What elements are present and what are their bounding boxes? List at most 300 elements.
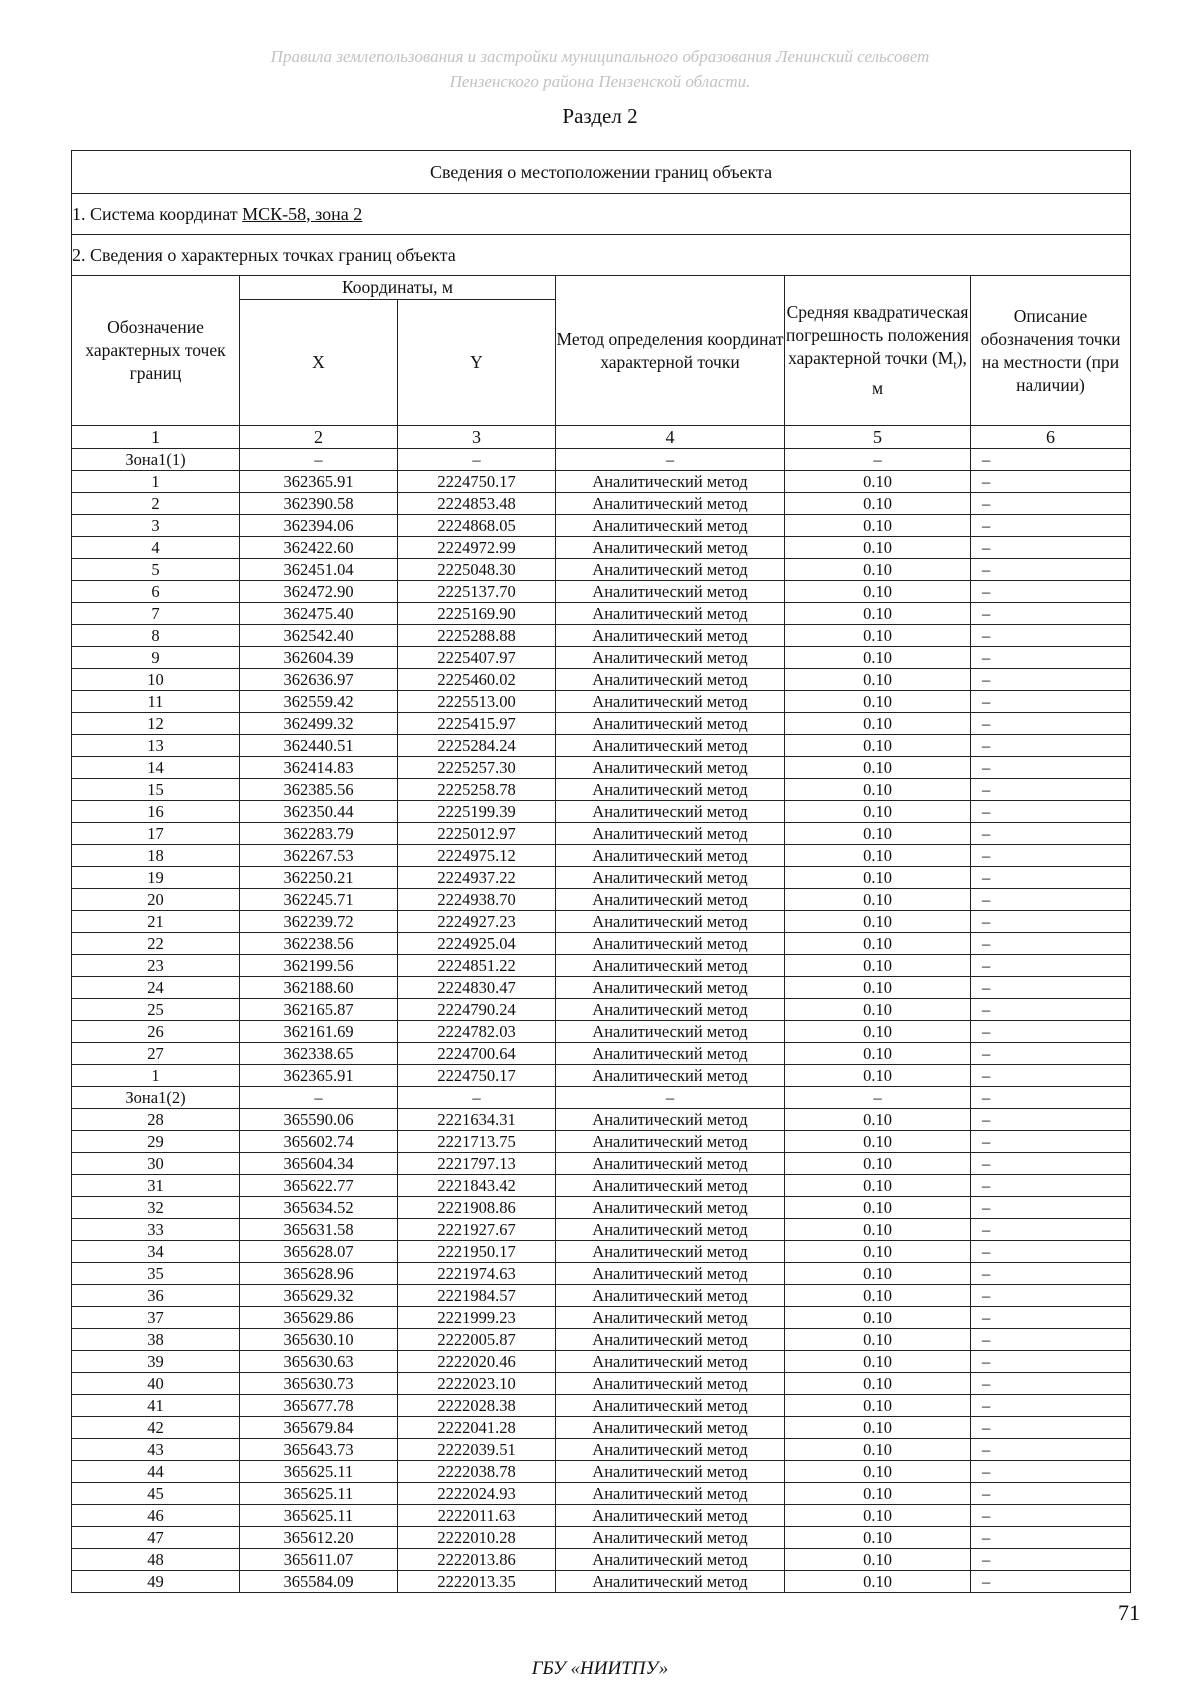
error-value: 0.10 (785, 977, 971, 999)
error-value: 0.10 (785, 515, 971, 537)
point-id: 29 (72, 1131, 240, 1153)
error-value: 0.10 (785, 1483, 971, 1505)
table-row (72, 713, 1131, 735)
x-coordinate: 362440.51 (240, 735, 398, 757)
table-row (72, 1109, 1131, 1131)
y-coordinate: 2224937.22 (398, 867, 556, 889)
method: Аналитический метод (556, 1329, 785, 1351)
x-coordinate: 362414.83 (240, 757, 398, 779)
method: Аналитический метод (556, 515, 785, 537)
description: – (971, 823, 1131, 845)
point-id: 46 (72, 1505, 240, 1527)
error-value: 0.10 (785, 1505, 971, 1527)
point-id: 21 (72, 911, 240, 933)
point-id: 20 (72, 889, 240, 911)
description: – (971, 1373, 1131, 1395)
error-value: 0.10 (785, 1417, 971, 1439)
col-description-header: Описание обозначения точки на местности (при наличии) (971, 276, 1131, 426)
method: Аналитический метод (556, 1483, 785, 1505)
table-row (72, 977, 1131, 999)
x-coordinate: 365612.20 (240, 1527, 398, 1549)
x-coordinate: 365604.34 (240, 1153, 398, 1175)
point-id: 35 (72, 1263, 240, 1285)
method: Аналитический метод (556, 1351, 785, 1373)
y-coordinate: 2225284.24 (398, 735, 556, 757)
point-id: 27 (72, 1043, 240, 1065)
x-coordinate: 362239.72 (240, 911, 398, 933)
column-number: 3 (398, 426, 556, 449)
description: – (971, 933, 1131, 955)
point-id: 37 (72, 1307, 240, 1329)
description: – (971, 1329, 1131, 1351)
method: Аналитический метод (556, 603, 785, 625)
point-id: 1 (72, 1065, 240, 1087)
page-header (0, 44, 1200, 94)
y-coordinate: 2225199.39 (398, 801, 556, 823)
x-coordinate: 362394.06 (240, 515, 398, 537)
method: Аналитический метод (556, 691, 785, 713)
table-row (72, 1549, 1131, 1571)
method: Аналитический метод (556, 581, 785, 603)
x-coordinate: 365630.10 (240, 1329, 398, 1351)
point-id: 16 (72, 801, 240, 823)
y-coordinate: 2222011.63 (398, 1505, 556, 1527)
point-id: 6 (72, 581, 240, 603)
point-id: 26 (72, 1021, 240, 1043)
column-number: 6 (971, 426, 1131, 449)
error-value: – (785, 1087, 971, 1109)
col-x-header: X (240, 300, 398, 426)
error-value: 0.10 (785, 713, 971, 735)
table-row (72, 1571, 1131, 1593)
table-row (72, 471, 1131, 493)
y-coordinate: 2224700.64 (398, 1043, 556, 1065)
method: Аналитический метод (556, 911, 785, 933)
y-coordinate: 2225415.97 (398, 713, 556, 735)
boundary-points-table (71, 150, 1131, 1593)
point-id: 43 (72, 1439, 240, 1461)
error-value: 0.10 (785, 999, 971, 1021)
x-coordinate: 365602.74 (240, 1131, 398, 1153)
y-coordinate: 2221843.42 (398, 1175, 556, 1197)
table-row (72, 691, 1131, 713)
method: Аналитический метод (556, 669, 785, 691)
y-coordinate: 2224925.04 (398, 933, 556, 955)
error-value: 0.10 (785, 1175, 971, 1197)
table-row (72, 1505, 1131, 1527)
description: – (971, 1109, 1131, 1131)
method: Аналитический метод (556, 647, 785, 669)
error-value: 0.10 (785, 647, 971, 669)
description: – (971, 625, 1131, 647)
table-row (72, 1395, 1131, 1417)
error-value: 0.10 (785, 1021, 971, 1043)
coord-system-cell (72, 194, 1131, 235)
x-coordinate: 362245.71 (240, 889, 398, 911)
error-value: 0.10 (785, 757, 971, 779)
description: – (971, 1065, 1131, 1087)
y-coordinate: 2224830.47 (398, 977, 556, 999)
error-value: 0.10 (785, 911, 971, 933)
y-coordinate: – (398, 1087, 556, 1109)
x-coordinate: 362636.97 (240, 669, 398, 691)
method: Аналитический метод (556, 933, 785, 955)
table-row (72, 669, 1131, 691)
description: – (971, 559, 1131, 581)
method: Аналитический метод (556, 735, 785, 757)
table-row (72, 801, 1131, 823)
x-coordinate: 365622.77 (240, 1175, 398, 1197)
method: Аналитический метод (556, 1307, 785, 1329)
y-coordinate: 2224790.24 (398, 999, 556, 1021)
description: – (971, 1043, 1131, 1065)
y-coordinate: 2224868.05 (398, 515, 556, 537)
y-coordinate: 2222028.38 (398, 1395, 556, 1417)
x-coordinate: 365629.32 (240, 1285, 398, 1307)
column-number: 4 (556, 426, 785, 449)
method: Аналитический метод (556, 889, 785, 911)
error-value: 0.10 (785, 1439, 971, 1461)
table-row (72, 603, 1131, 625)
table-title: Сведения о местоположении границ объекта (72, 151, 1131, 194)
point-id: 5 (72, 559, 240, 581)
x-coordinate: 362238.56 (240, 933, 398, 955)
description: – (971, 581, 1131, 603)
x-coordinate: – (240, 449, 398, 471)
x-coordinate: 362165.87 (240, 999, 398, 1021)
point-id: 49 (72, 1571, 240, 1593)
method: Аналитический метод (556, 559, 785, 581)
column-numbers-row (72, 426, 1131, 449)
x-coordinate: 362451.04 (240, 559, 398, 581)
point-id: 13 (72, 735, 240, 757)
error-value: 0.10 (785, 933, 971, 955)
description: – (971, 1197, 1131, 1219)
x-coordinate: 365679.84 (240, 1417, 398, 1439)
col-point-header: Обозначение характерных точек границ (72, 276, 240, 426)
method: Аналитический метод (556, 1373, 785, 1395)
x-coordinate: 362350.44 (240, 801, 398, 823)
description: – (971, 1351, 1131, 1373)
point-id: 4 (72, 537, 240, 559)
y-coordinate: 2221634.31 (398, 1109, 556, 1131)
y-coordinate: 2222010.28 (398, 1527, 556, 1549)
table-row (72, 647, 1131, 669)
x-coordinate: – (240, 1087, 398, 1109)
table-row (72, 1153, 1131, 1175)
description: – (971, 911, 1131, 933)
method: Аналитический метод (556, 845, 785, 867)
point-id: 48 (72, 1549, 240, 1571)
x-coordinate: 365611.07 (240, 1549, 398, 1571)
y-coordinate: 2222013.86 (398, 1549, 556, 1571)
y-coordinate: 2222020.46 (398, 1351, 556, 1373)
error-value: 0.10 (785, 1527, 971, 1549)
x-coordinate: 362365.91 (240, 1065, 398, 1087)
description: – (971, 1307, 1131, 1329)
method: Аналитический метод (556, 713, 785, 735)
error-value: 0.10 (785, 1395, 971, 1417)
y-coordinate: 2221908.86 (398, 1197, 556, 1219)
error-value: 0.10 (785, 735, 971, 757)
x-coordinate: 362422.60 (240, 537, 398, 559)
y-coordinate: 2221797.13 (398, 1153, 556, 1175)
point-id: 18 (72, 845, 240, 867)
point-id: 17 (72, 823, 240, 845)
method: Аналитический метод (556, 1197, 785, 1219)
point-id: 31 (72, 1175, 240, 1197)
header-row-1 (72, 276, 1131, 300)
point-id: 24 (72, 977, 240, 999)
error-value: 0.10 (785, 493, 971, 515)
col-y-header: Y (398, 300, 556, 426)
table-row (72, 559, 1131, 581)
point-id: 11 (72, 691, 240, 713)
x-coordinate: 365625.11 (240, 1461, 398, 1483)
description: – (971, 999, 1131, 1021)
method: – (556, 449, 785, 471)
method: Аналитический метод (556, 1263, 785, 1285)
x-coordinate: 362390.58 (240, 493, 398, 515)
coord-system-row (72, 194, 1131, 235)
y-coordinate: 2225012.97 (398, 823, 556, 845)
error-value: 0.10 (785, 1549, 971, 1571)
table-row (72, 449, 1131, 471)
table-row (72, 625, 1131, 647)
table-row (72, 1043, 1131, 1065)
method: Аналитический метод (556, 867, 785, 889)
table-row (72, 581, 1131, 603)
table-row (72, 1307, 1131, 1329)
table-row (72, 779, 1131, 801)
method: Аналитический метод (556, 1065, 785, 1087)
table-row (72, 757, 1131, 779)
method: Аналитический метод (556, 1505, 785, 1527)
description: – (971, 889, 1131, 911)
y-coordinate: 2225169.90 (398, 603, 556, 625)
y-coordinate: 2224972.99 (398, 537, 556, 559)
description: – (971, 977, 1131, 999)
x-coordinate: 362385.56 (240, 779, 398, 801)
point-id: 38 (72, 1329, 240, 1351)
y-coordinate: 2224750.17 (398, 471, 556, 493)
y-coordinate: 2225137.70 (398, 581, 556, 603)
y-coordinate: 2224927.23 (398, 911, 556, 933)
description: – (971, 713, 1131, 735)
error-value: 0.10 (785, 1065, 971, 1087)
table-row (72, 823, 1131, 845)
error-value: 0.10 (785, 691, 971, 713)
method: Аналитический метод (556, 471, 785, 493)
y-coordinate: 2221713.75 (398, 1131, 556, 1153)
x-coordinate: 362188.60 (240, 977, 398, 999)
point-id: 3 (72, 515, 240, 537)
error-value: 0.10 (785, 779, 971, 801)
point-id: Зона1(2) (72, 1087, 240, 1109)
point-id: Зона1(1) (72, 449, 240, 471)
y-coordinate: 2222039.51 (398, 1439, 556, 1461)
point-id: 12 (72, 713, 240, 735)
y-coordinate: – (398, 449, 556, 471)
error-value: 0.10 (785, 1109, 971, 1131)
table-row (72, 1087, 1131, 1109)
page-footer: ГБУ «НИИТПУ» (531, 1658, 669, 1679)
error-value: 0.10 (785, 1285, 971, 1307)
x-coordinate: 362499.32 (240, 713, 398, 735)
x-coordinate: 365631.58 (240, 1219, 398, 1241)
description: – (971, 1021, 1131, 1043)
table-row (72, 1219, 1131, 1241)
method: Аналитический метод (556, 537, 785, 559)
error-value: 0.10 (785, 603, 971, 625)
x-coordinate: 365630.63 (240, 1351, 398, 1373)
error-value: 0.10 (785, 955, 971, 977)
x-coordinate: 365628.96 (240, 1263, 398, 1285)
y-coordinate: 2221974.63 (398, 1263, 556, 1285)
table-row (72, 999, 1131, 1021)
col-error-header: Средняя квадратическая погрешность положения характерной точки $(M_t)$, м (785, 276, 971, 426)
point-id: 14 (72, 757, 240, 779)
table-title-row (72, 151, 1131, 194)
method: Аналитический метод (556, 1549, 785, 1571)
x-coordinate: 365634.52 (240, 1197, 398, 1219)
point-id: 42 (72, 1417, 240, 1439)
y-coordinate: 2221984.57 (398, 1285, 556, 1307)
method: Аналитический метод (556, 1571, 785, 1593)
x-coordinate: 362604.39 (240, 647, 398, 669)
point-id: 47 (72, 1527, 240, 1549)
point-id: 30 (72, 1153, 240, 1175)
error-value: 0.10 (785, 867, 971, 889)
method: Аналитический метод (556, 955, 785, 977)
point-id: 32 (72, 1197, 240, 1219)
table-row (72, 1197, 1131, 1219)
description: – (971, 801, 1131, 823)
method: Аналитический метод (556, 999, 785, 1021)
point-id: 23 (72, 955, 240, 977)
x-coordinate: 362475.40 (240, 603, 398, 625)
description: – (971, 471, 1131, 493)
y-coordinate: 2225258.78 (398, 779, 556, 801)
table-row (72, 1263, 1131, 1285)
method: Аналитический метод (556, 1219, 785, 1241)
method: Аналитический метод (556, 1395, 785, 1417)
error-value: – (785, 449, 971, 471)
y-coordinate: 2225460.02 (398, 669, 556, 691)
table-row (72, 1241, 1131, 1263)
header-line-1: Правила землепользования и застройки муниципального образования Ленинский сельсовет (270, 47, 930, 66)
method: Аналитический метод (556, 1417, 785, 1439)
description: – (971, 1285, 1131, 1307)
error-value: 0.10 (785, 537, 971, 559)
x-coordinate: 362542.40 (240, 625, 398, 647)
y-coordinate: 2224782.03 (398, 1021, 556, 1043)
y-coordinate: 2225407.97 (398, 647, 556, 669)
table-row (72, 1417, 1131, 1439)
description: – (971, 1461, 1131, 1483)
x-coordinate: 365625.11 (240, 1505, 398, 1527)
error-value: 0.10 (785, 581, 971, 603)
x-coordinate: 362283.79 (240, 823, 398, 845)
x-coordinate: 362161.69 (240, 1021, 398, 1043)
table-row (72, 1439, 1131, 1461)
method: Аналитический метод (556, 801, 785, 823)
description: – (971, 1153, 1131, 1175)
point-id: 1 (72, 471, 240, 493)
table-row (72, 955, 1131, 977)
x-coordinate: 362559.42 (240, 691, 398, 713)
method: Аналитический метод (556, 977, 785, 999)
error-value: 0.10 (785, 559, 971, 581)
y-coordinate: 2221999.23 (398, 1307, 556, 1329)
error-value: 0.10 (785, 1043, 971, 1065)
point-id: 44 (72, 1461, 240, 1483)
description: – (971, 1395, 1131, 1417)
table-row (72, 845, 1131, 867)
error-value: 0.10 (785, 1329, 971, 1351)
y-coordinate: 2222024.93 (398, 1483, 556, 1505)
table-row (72, 1527, 1131, 1549)
error-value: 0.10 (785, 1373, 971, 1395)
y-coordinate: 2224750.17 (398, 1065, 556, 1087)
description: – (971, 1219, 1131, 1241)
error-value: 0.10 (785, 1153, 971, 1175)
description: – (971, 1417, 1131, 1439)
method: – (556, 1087, 785, 1109)
description: – (971, 449, 1131, 471)
method: Аналитический метод (556, 625, 785, 647)
column-number: 2 (240, 426, 398, 449)
description: – (971, 1263, 1131, 1285)
error-value: 0.10 (785, 669, 971, 691)
point-id: 22 (72, 933, 240, 955)
description: – (971, 669, 1131, 691)
description: – (971, 735, 1131, 757)
description: – (971, 493, 1131, 515)
point-id: 28 (72, 1109, 240, 1131)
point-id: 9 (72, 647, 240, 669)
y-coordinate: 2221927.67 (398, 1219, 556, 1241)
point-id: 7 (72, 603, 240, 625)
y-coordinate: 2221950.17 (398, 1241, 556, 1263)
table-row (72, 735, 1131, 757)
x-coordinate: 362365.91 (240, 471, 398, 493)
error-value: 0.10 (785, 1263, 971, 1285)
error-value: 0.10 (785, 889, 971, 911)
x-coordinate: 365643.73 (240, 1439, 398, 1461)
error-value: 0.10 (785, 1307, 971, 1329)
error-value: 0.10 (785, 1219, 971, 1241)
table-row (72, 1021, 1131, 1043)
y-coordinate: 2222005.87 (398, 1329, 556, 1351)
col-coords-header: Координаты, м (240, 276, 556, 300)
column-number: 5 (785, 426, 971, 449)
y-coordinate: 2225257.30 (398, 757, 556, 779)
y-coordinate: 2224938.70 (398, 889, 556, 911)
point-id: 19 (72, 867, 240, 889)
error-value: 0.10 (785, 471, 971, 493)
method: Аналитический метод (556, 1461, 785, 1483)
description: – (971, 1087, 1131, 1109)
error-value: 0.10 (785, 801, 971, 823)
description: – (971, 1549, 1131, 1571)
y-coordinate: 2222023.10 (398, 1373, 556, 1395)
x-coordinate: 362472.90 (240, 581, 398, 603)
table-row (72, 1461, 1131, 1483)
table-row (72, 1483, 1131, 1505)
error-value: 0.10 (785, 1241, 971, 1263)
description: – (971, 1439, 1131, 1461)
